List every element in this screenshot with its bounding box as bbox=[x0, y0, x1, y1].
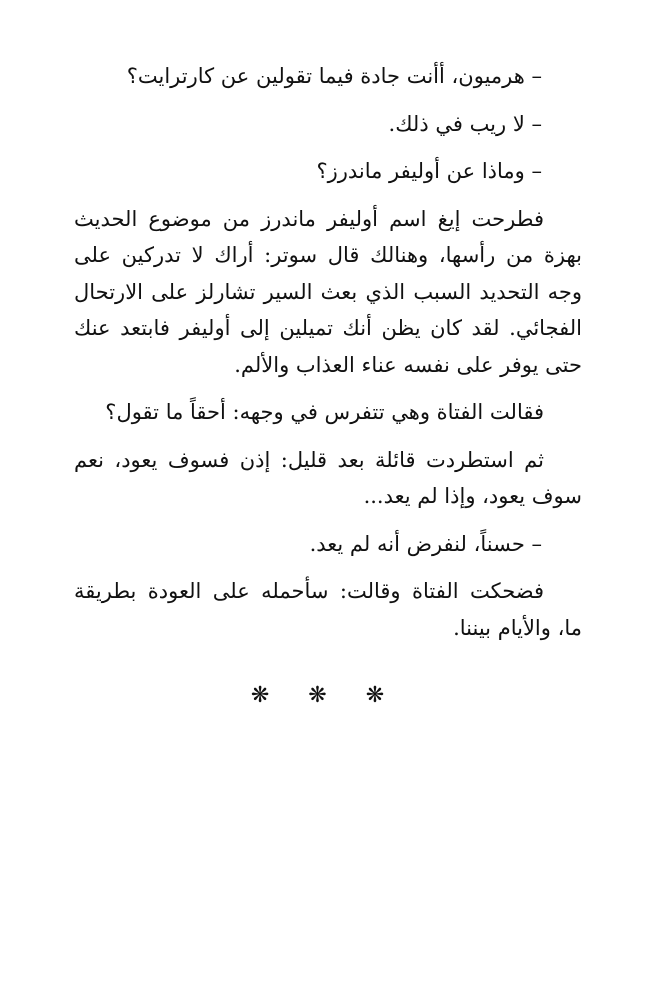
dialogue-line-2: – لا ريب في ذلك. bbox=[388, 111, 542, 136]
narrative-paragraph-1: فطرحت إيغ اسم أوليفر ماندرز من موضوع الحديث بهزة من رأسها، وهنالك قال سوتر: أراك لا تدركين على وجه التحديد السبب الذي بعث السير تشارلز على الارتحال الفجائي. لقد كان يظن أنك تميلين إلى أوليفر فابتعد عنك حتى يوفر على نفسه عناء العذاب والألم. bbox=[74, 206, 582, 377]
narrative-paragraph-3: ثم استطردت قائلة بعد قليل: إذن فسوف يعود، نعم سوف يعود، وإذا لم يعد... bbox=[74, 447, 582, 508]
narrative-paragraph-2: فقالت الفتاة وهي تتفرس في وجهه: أحقاً ما تقول؟ bbox=[105, 400, 544, 424]
dialogue-line-3: – وماذا عن أوليفر ماندرز؟ bbox=[316, 159, 542, 183]
section-break-ornament: ❋ ❋ ❋ bbox=[250, 683, 401, 708]
page-text bbox=[74, 58, 582, 657]
dialogue-line-4: – حسناً، لنفرض أنه لم يعد. bbox=[309, 531, 542, 556]
narrative-paragraph-4: فضحكت الفتاة وقالت: سأحمله على العودة بطريقة ما، والأيام بيننا. bbox=[74, 579, 582, 640]
dialogue-line-1: – هرميون، أأنت جادة فيما تقولين عن كارترايت؟ bbox=[126, 64, 542, 88]
